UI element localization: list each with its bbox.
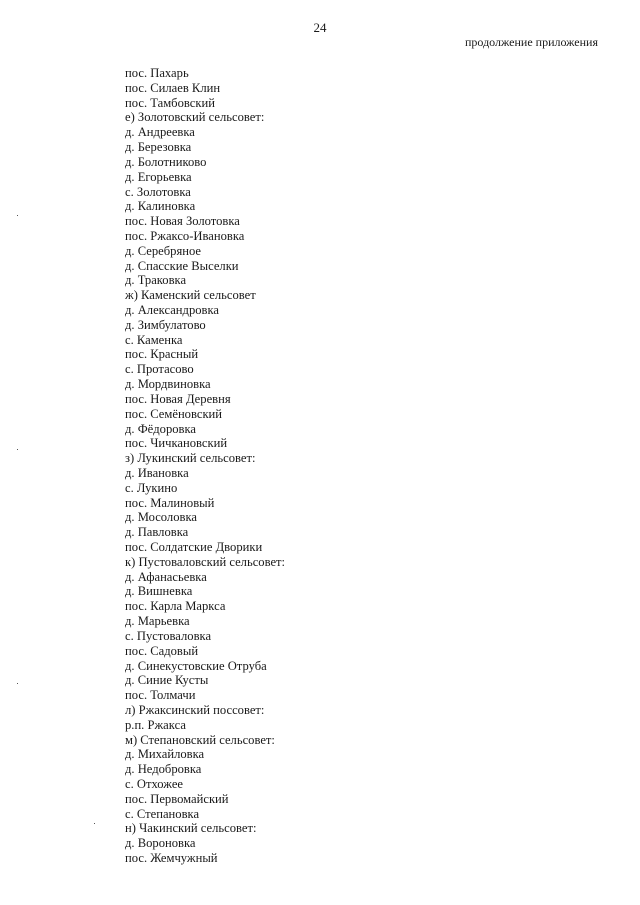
settlement-entry: д. Мосоловка	[125, 510, 197, 525]
scan-speck	[17, 215, 18, 216]
settlement-entry: с. Отхожее	[125, 777, 183, 791]
settlement-entry: д. Серебряное	[125, 243, 202, 258]
settlement-entry: д. Недобровка	[125, 762, 202, 777]
settlement-entry: д. Вишневка	[125, 584, 193, 599]
scan-speck	[94, 823, 95, 824]
council-heading: л) Ржаксинский поссовет:	[125, 702, 265, 717]
council-heading: н) Чакинский сельсовет:	[125, 821, 257, 836]
settlement-entry: пос. Силаев Клин	[125, 80, 221, 95]
settlement-entry: р.п. Ржакса	[125, 717, 186, 732]
settlement-entry: д. Егорьевка	[125, 169, 192, 184]
page-number: 24	[313, 20, 327, 35]
settlement-entry: д. Михайловка	[125, 747, 205, 762]
council-heading: ж) Каменский сельсовет	[125, 288, 256, 303]
settlement-entry: д. Траковка	[125, 273, 187, 288]
settlement-entry: д. Марьевка	[125, 614, 190, 629]
settlement-entry: с. Пустоваловка	[125, 628, 212, 643]
settlement-entry: с. Протасово	[125, 362, 194, 377]
settlement-entry: пос. Карла Маркса	[125, 599, 226, 614]
settlement-entry: д. Александровка	[125, 303, 220, 317]
settlement-entry: с. Лукино	[125, 480, 178, 495]
scan-speck	[17, 683, 18, 684]
council-heading: к) Пустоваловский сельсовет:	[125, 554, 286, 569]
settlement-entry: пос. Новая Золотовка	[125, 214, 240, 229]
council-heading: з) Лукинский сельсовет:	[125, 451, 256, 466]
settlement-list	[125, 66, 285, 866]
settlement-entry: пос. Садовый	[125, 643, 199, 658]
settlement-entry: д. Афанасьевка	[125, 569, 207, 584]
settlement-entry: пос. Красный	[125, 347, 199, 362]
settlement-entry: с. Каменка	[125, 332, 183, 347]
settlement-entry: пос. Новая Деревня	[125, 391, 231, 406]
settlement-entry: с. Золотовка	[125, 184, 191, 199]
settlement-entry: пос. Чичкановский	[125, 436, 228, 451]
settlement-entry: д. Калиновка	[125, 199, 196, 214]
settlement-entry: с. Степановка	[125, 806, 200, 821]
council-heading: м) Степановский сельсовет:	[125, 732, 275, 747]
settlement-entry: пос. Малиновый	[125, 495, 215, 510]
scan-speck	[17, 449, 18, 450]
settlement-entry: д. Синие Кусты	[125, 673, 209, 688]
settlement-entry: д. Березовка	[125, 140, 192, 155]
settlement-entry: д. Болотниково	[125, 154, 207, 169]
settlement-entry: пос. Жемчужный	[125, 851, 218, 866]
settlement-entry: д. Мордвиновка	[125, 377, 211, 392]
settlement-entry: д. Синекустовские Отруба	[125, 658, 267, 673]
settlement-entry: пос. Семёновский	[125, 406, 223, 421]
settlement-entry: пос. Тамбовский	[125, 95, 215, 110]
settlement-entry: д. Вороновка	[125, 836, 196, 851]
settlement-entry: пос. Ржаксо-Ивановка	[125, 228, 245, 243]
settlement-entry: д. Андреевка	[125, 125, 195, 140]
settlement-entry: пос. Пахарь	[125, 66, 189, 80]
settlement-entry: д. Спасские Выселки	[125, 258, 239, 273]
settlement-entry: д. Ивановка	[125, 465, 189, 480]
council-heading: е) Золотовский сельсовет:	[125, 110, 265, 125]
settlement-entry: д. Павловка	[125, 525, 189, 540]
settlement-entry: пос. Солдатские Дворики	[125, 540, 263, 554]
continuation-note: продолжение приложения	[465, 35, 598, 49]
settlement-entry: пос. Первомайский	[125, 791, 229, 806]
settlement-entry: пос. Толмачи	[125, 688, 196, 703]
settlement-entry: д. Фёдоровка	[125, 421, 197, 436]
settlement-entry: д. Зимбулатово	[125, 317, 206, 332]
